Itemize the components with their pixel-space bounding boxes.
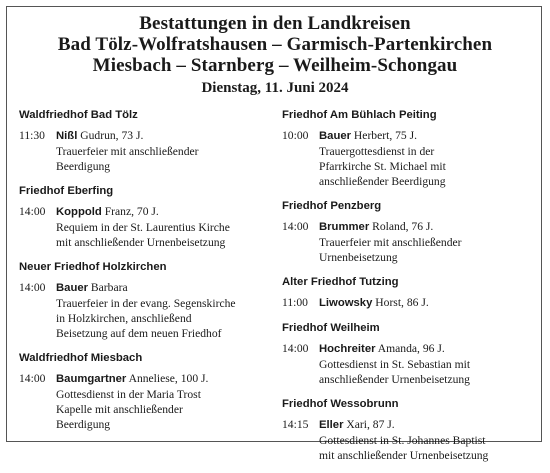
service-line: mit anschließender Urnenbeisetzung <box>319 449 489 462</box>
service-line: Gottesdienst in St. Sebastian mit <box>319 358 471 371</box>
left-column <box>19 108 274 442</box>
deceased-surname: Bauer <box>56 282 89 294</box>
title-line-2: Bad Tölz-Wolfratshausen – Garmisch-Partenkirchen <box>57 34 493 55</box>
service-line: Trauerfeier mit anschließender <box>56 145 199 158</box>
notice-date: Dienstag, 11. Juni 2024 <box>201 80 349 96</box>
title-line-3: Miesbach – Starnberg – Weilheim-Schongau <box>92 55 458 76</box>
entry-body <box>282 128 537 189</box>
cemetery-name: Friedhof Wessobrunn <box>282 398 399 410</box>
title-line-1: Bestattungen in den Landkreisen <box>139 13 411 34</box>
deceased-surname: Nißl <box>56 130 78 142</box>
deceased-details: Barbara <box>88 281 128 294</box>
funeral-entry <box>282 275 537 311</box>
deceased-surname: Bauer <box>319 130 352 142</box>
service-line: Urnenbeisetzung <box>319 251 398 264</box>
funeral-time: 14:00 <box>19 205 46 218</box>
funeral-entry <box>19 351 274 432</box>
cemetery-name: Waldfriedhof Miesbach <box>19 352 143 364</box>
service-line: Kapelle mit anschließender <box>56 403 183 416</box>
entry-body <box>282 219 537 265</box>
funeral-entry <box>282 321 537 387</box>
funeral-time: 14:00 <box>19 281 46 294</box>
funeral-entry <box>282 108 537 189</box>
deceased-surname: Baumgartner <box>56 373 127 385</box>
entry-body <box>282 341 537 387</box>
deceased-details: Xari, 87 J. <box>343 418 395 431</box>
entry-body <box>19 204 274 250</box>
funeral-time: 14:15 <box>282 418 309 431</box>
deceased-details: Herbert, 75 J. <box>351 129 418 142</box>
entry-body <box>282 295 537 311</box>
funeral-entry <box>282 199 537 265</box>
service-line: Beerdigung <box>56 160 111 173</box>
funeral-entry <box>282 397 537 463</box>
deceased-details: Franz, 70 J. <box>101 205 159 218</box>
service-line: Gottesdienst in der Maria Trost <box>56 388 201 401</box>
notice-header <box>0 13 550 97</box>
service-line: Gottesdienst in St. Johannes Baptist <box>319 434 486 447</box>
deceased-details: Roland, 76 J. <box>369 220 434 233</box>
service-line: anschließender Beerdigung <box>319 175 446 188</box>
service-line: Trauerfeier mit anschließender <box>319 236 462 249</box>
cemetery-name: Neuer Friedhof Holzkirchen <box>19 261 167 273</box>
deceased-surname: Hochreiter <box>319 343 376 355</box>
funeral-time: 11:30 <box>19 129 45 142</box>
cemetery-name: Friedhof Am Bühlach Peiting <box>282 109 437 121</box>
funeral-entry <box>19 260 274 341</box>
entry-body <box>19 280 274 341</box>
service-line: Trauerfeier in der evang. Segenskirche <box>56 297 236 310</box>
cemetery-name: Friedhof Penzberg <box>282 200 382 212</box>
deceased-details: Amanda, 96 J. <box>375 342 445 355</box>
entry-body <box>282 417 537 463</box>
funeral-entry <box>19 184 274 250</box>
deceased-surname: Eller <box>319 419 344 431</box>
deceased-surname: Liwowsky <box>319 297 373 309</box>
cemetery-name: Friedhof Weilheim <box>282 322 380 334</box>
service-line: Trauergottesdienst in der <box>319 145 435 158</box>
deceased-surname: Koppold <box>56 206 102 218</box>
entry-body <box>19 128 274 174</box>
funeral-time: 14:00 <box>282 220 309 233</box>
entry-body <box>19 371 274 432</box>
service-line: Beisetzung auf dem neuen Friedhof <box>56 327 222 340</box>
service-line: in Holzkirchen, anschließend <box>56 312 192 325</box>
cemetery-name: Waldfriedhof Bad Tölz <box>19 109 138 121</box>
funeral-time: 10:00 <box>282 129 309 142</box>
service-line: Pfarrkirche St. Michael mit <box>319 160 446 173</box>
service-line: anschließender Urnenbeisetzung <box>319 373 470 386</box>
funeral-time: 11:00 <box>282 296 308 309</box>
cemetery-name: Alter Friedhof Tutzing <box>282 276 399 288</box>
funeral-entry <box>19 108 274 174</box>
service-line: Beerdigung <box>56 418 111 431</box>
cemetery-name: Friedhof Eberfing <box>19 185 114 197</box>
deceased-details: Gudrun, 73 J. <box>77 129 144 142</box>
service-line: Requiem in der St. Laurentius Kirche <box>56 221 230 234</box>
right-column <box>282 108 537 473</box>
deceased-details: Anneliese, 100 J. <box>126 372 209 385</box>
deceased-surname: Brummer <box>319 221 370 233</box>
service-line: mit anschließender Urnenbeisetzung <box>56 236 226 249</box>
funeral-time: 14:00 <box>19 372 46 385</box>
deceased-details: Horst, 86 J. <box>372 296 429 309</box>
funeral-time: 14:00 <box>282 342 309 355</box>
